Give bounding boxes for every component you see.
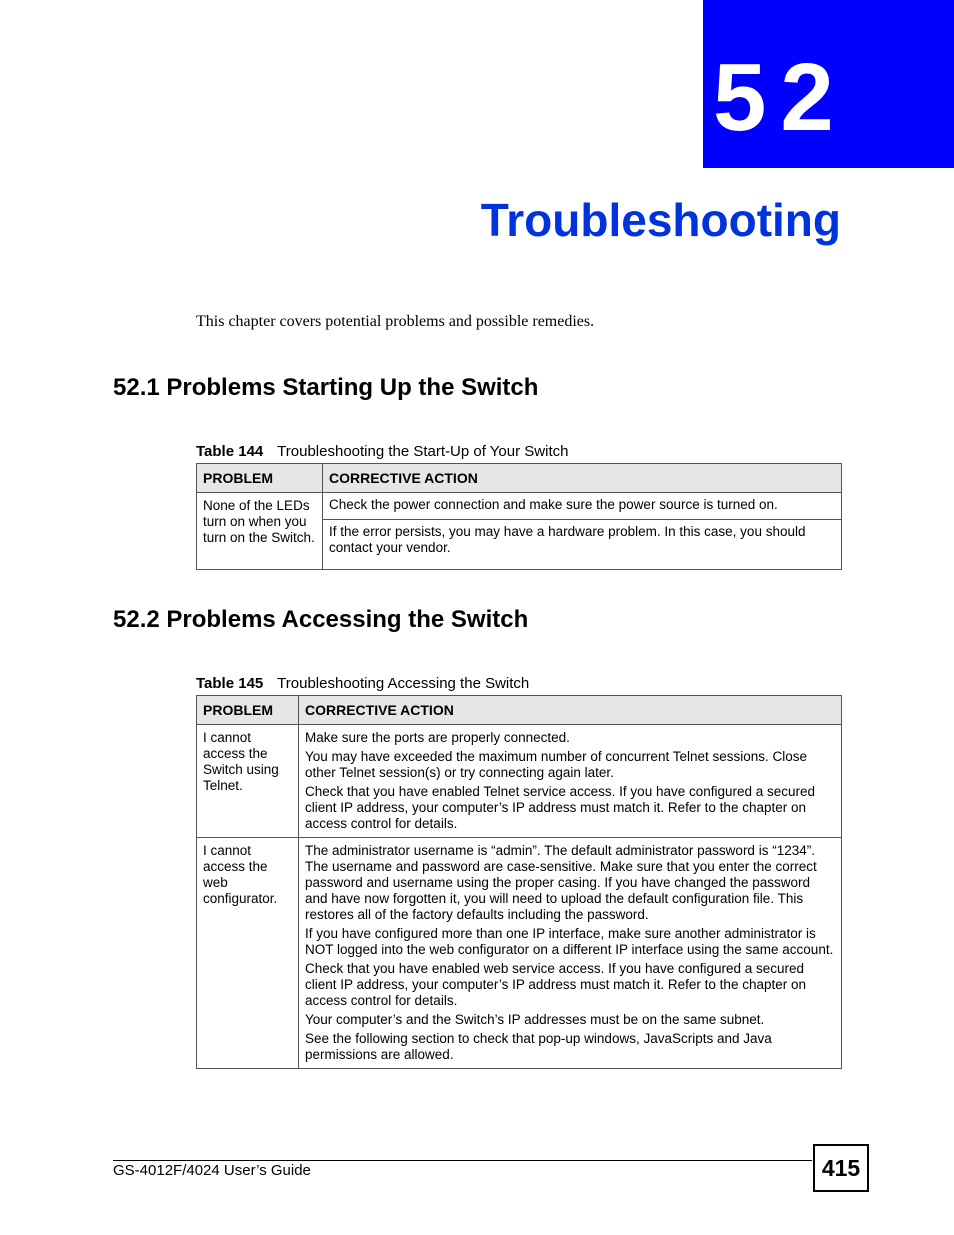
table-caption-label: Table 145	[196, 675, 264, 692]
action-cell	[299, 838, 842, 1069]
table-caption-145	[196, 674, 529, 694]
action-cell: Check the power connection and make sure the power source is turned on.	[323, 493, 842, 520]
problem-cell: I cannot access the Switch using Telnet.	[197, 725, 299, 838]
table-header-row	[197, 464, 842, 493]
table-caption-144	[196, 442, 568, 462]
section-heading-accessing: 52.2 Problems Accessing the Switch	[113, 606, 529, 633]
action-item: See the following section to check that pop-up windows, JavaScripts and Java permissions are allowed.	[305, 1031, 772, 1062]
footer-guide-name: GS-4012F/4024 User’s Guide	[113, 1162, 311, 1179]
chapter-number: 52	[713, 44, 848, 151]
action-cell	[299, 725, 842, 838]
action-item: Your computer’s and the Switch’s IP addresses must be on the same subnet.	[305, 1012, 765, 1027]
action-item: Make sure the ports are properly connected.	[305, 730, 570, 745]
table-caption-text: Troubleshooting the Start-Up of Your Switch	[277, 443, 569, 460]
chapter-title: Troubleshooting	[480, 194, 841, 246]
column-header-problem: PROBLEM	[197, 464, 323, 493]
column-header-problem: PROBLEM	[197, 696, 299, 725]
page-number: 415	[813, 1144, 869, 1192]
table-caption-label: Table 144	[196, 443, 264, 460]
table-row	[197, 838, 842, 1069]
table-row	[197, 725, 842, 838]
column-header-corrective-action: CORRECTIVE ACTION	[299, 696, 842, 725]
action-item: Check that you have enabled Telnet service access. If you have configured a secured client IP address, your computer’s IP address must match it. Refer to the chapter on access control for details.	[305, 784, 816, 831]
table-header-row	[197, 696, 842, 725]
problem-cell: I cannot access the web configurator.	[197, 838, 299, 1069]
action-item: Check that you have enabled web service access. If you have configured a secured client IP address, your computer’s IP address must match it. Refer to the chapter on access control for details.	[305, 961, 806, 1008]
chapter-intro: This chapter covers potential problems and possible remedies.	[196, 313, 595, 330]
action-cell: If the error persists, you may have a hardware problem. In this case, you should contact your vendor.	[323, 520, 842, 570]
table-row	[197, 493, 842, 520]
table-caption-text: Troubleshooting Accessing the Switch	[277, 675, 530, 692]
action-item: You may have exceeded the maximum number of concurrent Telnet sessions. Close other Telnet session(s) or try connecting again later.	[305, 749, 808, 780]
section-heading-startup: 52.1 Problems Starting Up the Switch	[113, 374, 539, 401]
problem-cell: None of the LEDs turn on when you turn on the Switch.	[197, 493, 323, 570]
troubleshooting-startup-table	[196, 463, 842, 570]
column-header-corrective-action: CORRECTIVE ACTION	[323, 464, 842, 493]
action-item: The administrator username is “admin”. The default administrator password is “1234”. The username and password are case-sensitive. Make sure that you enter the correct password and username using the proper casing. If you have changed the password and have now forgotten it, you will need to upload the default configuration file. This restores all of the factory defaults including the password.	[305, 843, 817, 922]
action-item: If you have configured more than one IP interface, make sure another administrator is NOT logged into the web configurator on a different IP interface using the same account.	[305, 926, 834, 957]
troubleshooting-access-table	[196, 695, 842, 1069]
